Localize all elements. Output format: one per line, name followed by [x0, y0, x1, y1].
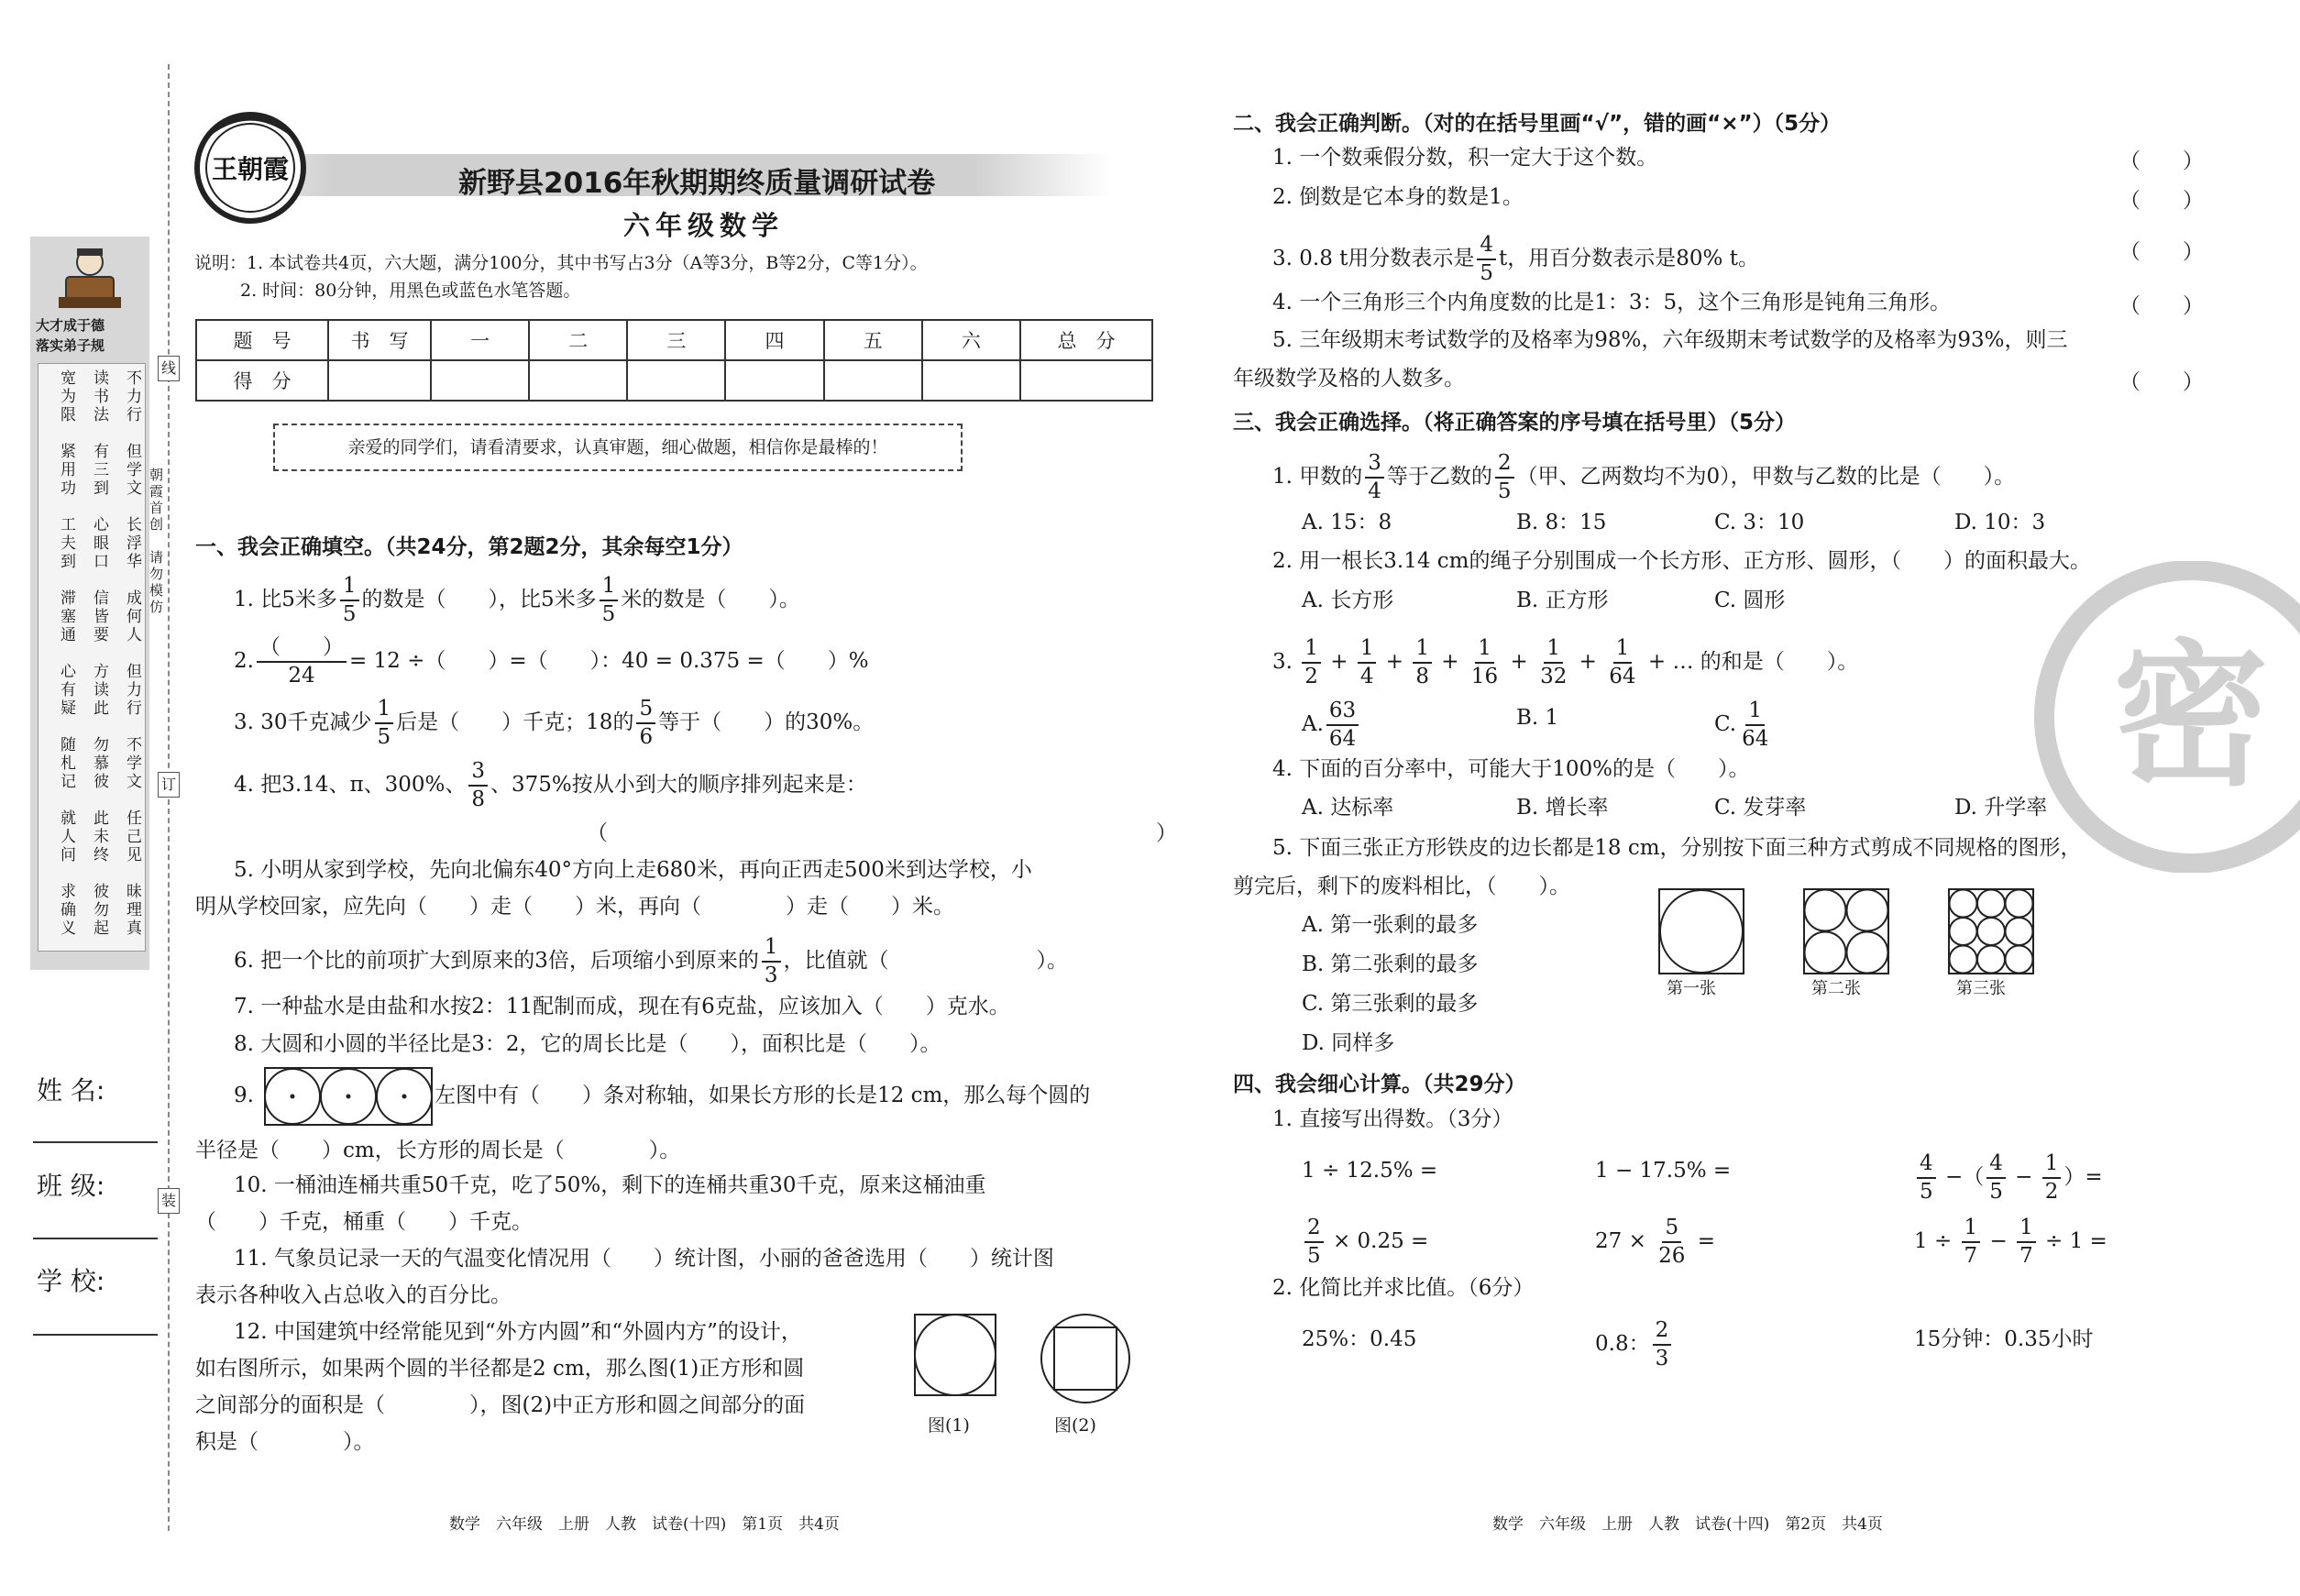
motto-column: 有三到 — [90, 443, 108, 498]
exam-subtitle: 六年级数学 — [623, 210, 785, 241]
score-table-header: 二 — [529, 320, 627, 360]
motto-column: 就人问 — [57, 809, 75, 864]
note-1: 说明：1. 本试卷共4页，六大题，满分100分，其中书写占3分（A等3分，B等2分，C等1分）。 — [194, 253, 928, 273]
calc-subquestion-2: 2. 化简比并求比值。（6分） — [1272, 1276, 1535, 1300]
choice-option[interactable] — [1302, 700, 1361, 750]
section2-title: 二、我会正确判断。（对的在括号里画“√”，错的画“×”）（5分） — [1233, 112, 1842, 136]
calc-item: 27 × $\frac{5}{26}$ = — [1595, 1216, 1716, 1268]
choice-1 — [1272, 453, 2015, 502]
ratio-item: 25%：0.45 — [1302, 1327, 1417, 1351]
motto-column: 昧理真 — [123, 883, 141, 938]
encourage-box — [273, 424, 963, 471]
calc-item: 1 ÷ $\frac{1}{7}$ − $\frac{1}{7}$ ÷ 1 = — [1914, 1216, 2107, 1268]
score-table-header: 三 — [627, 320, 725, 360]
fraction: $\frac{1}{7}$ — [2017, 1217, 2036, 1267]
motto-column: 信皆要 — [90, 589, 108, 644]
j3-text: t，用百分数表示是80% t。 — [1499, 247, 1759, 270]
question-4 — [234, 761, 867, 810]
choice-option[interactable]: A. 15：8 — [1302, 511, 1392, 534]
q4-text: 、375%按从小到大的顺序排列起来是： — [490, 773, 867, 797]
fraction-den: 24 — [288, 664, 315, 688]
motto-column: 任己见 — [123, 809, 141, 864]
sheet-one-figure — [1657, 887, 1745, 975]
fraction: $\frac{1}{2}$ — [1302, 638, 1321, 688]
choice-option[interactable]: B. 第二张剩的最多 — [1302, 952, 1479, 976]
seal-mark-1: 线 — [158, 356, 180, 381]
score-table-header: 题 号 — [196, 320, 328, 360]
judge-2: 2. 倒数是它本身的数是1。 — [1272, 185, 1524, 209]
option-label: C. — [1714, 712, 1737, 736]
sheet-label: 第二张 — [1811, 979, 1861, 998]
section3-title: 三、我会正确选择。（将正确答案的序号填在括号里）（5分） — [1233, 411, 1797, 435]
choice-option[interactable]: B. 正方形 — [1516, 589, 1609, 612]
encourage-text: 亲爱的同学们，请看清要求，认真审题，细心做题，相信你是最棒的！ — [347, 437, 888, 457]
note-2: 2. 时间：80分钟，用黑色或蓝色水笔答题。 — [240, 281, 581, 301]
calc-item — [1302, 1217, 1428, 1267]
stamp-note: 朝霞首创 请勿模仿 — [148, 468, 164, 616]
motto-column: 随札记 — [57, 736, 75, 791]
question-10-line2: （ ）千克，桶重（ ）千克。 — [195, 1210, 533, 1234]
fraction — [257, 637, 347, 687]
fraction: $\frac{1}{3}$ — [762, 937, 781, 986]
answer-paren[interactable]: （ ） — [2119, 294, 2204, 318]
question-7: 7. 一种盐水是由盐和水按2：11配制而成，现在有6克盐，应该加入（ ）克水。 — [234, 995, 1010, 1018]
fraction: $\frac{1}{5}$ — [600, 576, 619, 625]
question-9 — [234, 1082, 254, 1109]
judge-3 — [1272, 235, 1759, 284]
judge-4: 4. 一个三角形三个内角度数的比是1：3：5，这个三角形是钝角三角形。 — [1272, 291, 1952, 314]
fraction: $\frac{2}{3}$ — [1653, 1320, 1672, 1370]
choice-option[interactable]: A. 长方形 — [1302, 589, 1394, 612]
q1-text: 的数是（ ），比5米多 — [361, 588, 597, 611]
sheet-two-figure — [1802, 887, 1890, 975]
question-8: 8. 大圆和小圆的半径比是3：2，它的周长比是（ ），面积比是（ ）。 — [234, 1032, 941, 1056]
question-12-line3: 之间部分的面积是（ ），图(2)中正方形和圆之间部分的面 — [195, 1393, 806, 1417]
j3-text: 3. 0.8 t用分数表示是 — [1272, 247, 1475, 270]
motto-column: 滞塞通 — [57, 589, 75, 644]
seal-mark-2: 订 — [158, 772, 180, 798]
calc-item: $\frac{4}{5}$ −（ $\frac{4}{5}$ − $\frac{1}{2}$ ）= — [1914, 1153, 2103, 1203]
question-3 — [234, 699, 874, 748]
fraction: $\frac{4}{5}$ — [1917, 1153, 1936, 1203]
score-cell[interactable] — [431, 360, 529, 401]
question-11-line1: 11. 气象员记录一天的气温变化情况用（ ）统计图，小丽的爸爸选用（ ）统计图 — [234, 1247, 1054, 1271]
choice-5-line2: 剪完后，剩下的废料相比，（ ）。 — [1233, 875, 1570, 898]
answer-paren[interactable]: （ ） — [2119, 149, 2204, 173]
choice-option[interactable]: C. 3：10 — [1714, 511, 1805, 534]
choice-option[interactable]: C. 圆形 — [1714, 589, 1786, 612]
figure-2-label: 图(2) — [1054, 1415, 1096, 1436]
choice-option[interactable]: B. 增长率 — [1516, 796, 1609, 820]
question-12-line4: 积是（ ）。 — [195, 1430, 375, 1454]
motto-column: 读书法 — [90, 369, 108, 424]
choice-option[interactable]: C. 发芽率 — [1714, 796, 1807, 820]
score-table-header: 六 — [922, 320, 1020, 360]
score-cell[interactable] — [529, 360, 627, 401]
circle-with-square-figure — [1040, 1313, 1131, 1404]
answer-paren[interactable]: （ ） — [2119, 370, 2204, 394]
motto-column: 彼勿起 — [90, 883, 108, 938]
motto-2: 落实弟子规 — [36, 337, 105, 354]
q6-text: ，比值就（ ）。 — [783, 949, 1069, 973]
motto-1: 大才成于德 — [36, 317, 105, 334]
fraction: $\frac{1}{64}$ — [1609, 636, 1636, 688]
school-label: 学 校: — [37, 1266, 105, 1296]
choice-option[interactable]: A. 达标率 — [1302, 796, 1394, 820]
question-2 — [234, 637, 869, 687]
motto-column: 成何人 — [123, 589, 141, 644]
motto-column: 长浮华 — [123, 516, 141, 571]
choice-option[interactable]: D. 10：3 — [1954, 511, 2046, 534]
question-12-line2: 如右图所示，如果两个圆的半径都是2 cm，那么图(1)正方形和圆 — [195, 1357, 805, 1381]
seal-mark-3: 装 — [158, 1188, 180, 1214]
question-11-line2: 表示各种收入占总收入的百分比。 — [195, 1283, 512, 1307]
sidebar-panel — [30, 237, 149, 970]
calc-item: 1 − 17.5% = — [1595, 1159, 1732, 1183]
calc-text: × 0.25 = — [1332, 1229, 1429, 1253]
q9-text: 9. — [234, 1084, 254, 1107]
figure-1-label: 图(1) — [928, 1415, 970, 1436]
c1-text: 等于乙数的 — [1386, 465, 1492, 489]
question-9-line2: 半径是（ ）cm，长方形的周长是（ ）。 — [195, 1139, 681, 1162]
question-9-text: 左图中有（ ）条对称轴，如果长方形的长是12 cm，那么每个圆的 — [435, 1084, 1091, 1107]
choice-option[interactable]: C. 第三张剩的最多 — [1302, 992, 1479, 1016]
c3-text: 3. — [1272, 650, 1293, 674]
score-table — [195, 319, 1153, 402]
confidential-seal-text: 密 — [2112, 626, 2270, 808]
choice-5-line1: 5. 下面三张正方形铁皮的边长都是18 cm，分别按下面三种方式剪成不同规格的图形， — [1272, 836, 2082, 860]
q2-text: = 12 ÷（ ）=（ ）：40 = 0.375 =（ ）% — [348, 649, 869, 673]
choice-option[interactable] — [1714, 700, 1774, 750]
motto-column: 不力行 — [123, 369, 141, 424]
fraction: $\frac{5}{26}$ — [1658, 1216, 1686, 1268]
choice-option[interactable]: B. 8：15 — [1516, 511, 1607, 534]
calc-subquestion-1: 1. 直接写出得数。（3分） — [1272, 1107, 1513, 1131]
section4-title: 四、我会细心计算。（共29分） — [1233, 1073, 1526, 1096]
score-table-header: 书 写 — [328, 320, 431, 360]
score-cell[interactable] — [1020, 360, 1152, 401]
question-10-line1: 10. 一桶油连桶共重50千克，吃了50%，剩下的连桶共重30千克，原来这桶油重 — [234, 1173, 986, 1197]
scholar-icon — [53, 246, 127, 312]
fraction: $\frac{1}{2}$ — [2042, 1153, 2062, 1203]
motto-column: 心有疑 — [57, 663, 75, 718]
confidential-seal-icon — [2026, 561, 2300, 873]
brand-logo-text: 王朝霞 — [211, 154, 290, 184]
school-field-line[interactable] — [33, 1334, 158, 1336]
answer-paren[interactable]: （ ） — [2119, 189, 2204, 213]
q1-text: 米的数是（ ）。 — [621, 588, 800, 611]
c1-text: （甲、乙两数均不为0），甲数与乙数的比是（ ）。 — [1516, 465, 2016, 489]
fraction: $\frac{2}{5}$ — [1304, 1217, 1324, 1267]
fraction: $\frac{1}{64}$ — [1742, 699, 1769, 751]
fraction: $\frac{1}{5}$ — [375, 699, 394, 748]
motto-column: 不学文 — [123, 736, 141, 791]
q6-text: 6. 把一个比的前项扩大到原来的3倍，后项缩小到原来的 — [234, 949, 759, 973]
fraction: $\frac{1}{16}$ — [1470, 636, 1499, 688]
fraction: $\frac{1}{5}$ — [340, 576, 359, 625]
question-12-line1: 12. 中国建筑中经常能见到“外方内圆”和“外圆内方”的设计， — [234, 1320, 802, 1344]
choice-option[interactable]: A. 第一张剩的最多 — [1302, 913, 1479, 937]
binding-line — [168, 64, 170, 1531]
fraction: $\frac{63}{64}$ — [1326, 700, 1359, 750]
fraction: $\frac{3}{4}$ — [1365, 453, 1384, 502]
question-5-line1: 5. 小明从家到学校，先向北偏东40°方向上走680米，再向正西走500米到达学校，小 — [234, 858, 1032, 882]
motto-column: 心眼口 — [90, 516, 108, 571]
choice-4: 4. 下面的百分率中，可能大于100%的是（ ）。 — [1272, 757, 1750, 781]
fraction: $\frac{3}{8}$ — [468, 761, 488, 810]
score-table-header-row — [196, 320, 1152, 360]
name-field-line[interactable] — [33, 1141, 158, 1143]
choice-option[interactable]: D. 升学率 — [1954, 796, 2048, 820]
page2-footer: 数学 六年级 上册 人教 试卷(十四) 第2页 共4页 — [1492, 1515, 1883, 1534]
option-label: A. — [1302, 712, 1324, 736]
score-cell[interactable] — [824, 360, 922, 401]
motto-column: 工夫到 — [57, 516, 75, 571]
score-row-label: 得 分 — [196, 360, 328, 401]
sheet-label: 第一张 — [1667, 979, 1716, 998]
score-table-header: 一 — [431, 320, 529, 360]
fraction-num: （ ） — [257, 637, 347, 663]
q4-answer-blank[interactable]: （ ） — [587, 821, 1177, 845]
q3-text: 等于（ ）的30%。 — [658, 710, 875, 734]
brand-logo-icon — [191, 108, 310, 227]
section1-title: 一、我会正确填空。（共24分，第2题2分，其余每空1分） — [195, 535, 743, 559]
square-with-circle-figure — [913, 1313, 997, 1397]
question-6 — [234, 937, 1068, 986]
choice-2: 2. 用一根长3.14 cm的绳子分别围成一个长方形、正方形、圆形，（ ）的面积最大。 — [1272, 549, 2091, 573]
ratio-item — [1595, 1320, 1674, 1370]
choice-option[interactable]: B. 1 — [1516, 706, 1559, 730]
motto-column: 方读此 — [90, 663, 108, 718]
q4-text: 4. 把3.14、π、300%、 — [234, 773, 467, 797]
fraction: $\frac{1}{7}$ — [1962, 1217, 1981, 1267]
q2-text: 2. — [234, 649, 254, 673]
question-5-line2: 明从学校回家，应先向（ ）走（ ）米，再向（ ）走（ ）米。 — [195, 895, 954, 919]
class-label: 班 级: — [37, 1171, 105, 1201]
fraction: $\frac{4}{5}$ — [1986, 1153, 2006, 1203]
choice-option[interactable]: D. 同样多 — [1302, 1031, 1395, 1055]
score-cell[interactable] — [922, 360, 1020, 401]
motto-column: 勿慕彼 — [90, 736, 108, 791]
class-field-line[interactable] — [33, 1238, 158, 1239]
exam-title: 新野县2016年秋期期终质量调研试卷 — [458, 167, 936, 200]
motto-column: 紧用功 — [57, 443, 75, 498]
ratio-item: 15分钟：0.35小时 — [1914, 1327, 2094, 1351]
ratio-text: 0.8： — [1595, 1332, 1650, 1356]
fraction: $\frac{1}{8}$ — [1413, 638, 1432, 688]
score-table-row — [196, 360, 1152, 401]
score-cell[interactable] — [725, 360, 823, 401]
fraction: $\frac{1}{4}$ — [1358, 638, 1377, 688]
score-cell[interactable] — [328, 360, 431, 401]
fraction: $\frac{1}{32}$ — [1540, 636, 1568, 688]
judge-5-line1: 5. 三年级期末考试数学的及格率为98%，六年级期末考试数学的及格率为93%，则三 — [1272, 328, 2068, 352]
score-cell[interactable] — [627, 360, 725, 401]
motto-column: 宽为限 — [57, 369, 75, 424]
fraction: $\frac{5}{6}$ — [636, 699, 655, 748]
motto-columns — [38, 363, 146, 952]
question-1 — [234, 576, 800, 625]
q1-text: 1. 比5米多 — [234, 588, 337, 611]
judge-1: 1. 一个数乘假分数，积一定大于这个数。 — [1272, 146, 1658, 170]
motto-column: 但学文 — [123, 443, 141, 498]
score-table-header: 五 — [824, 320, 922, 360]
sheet-three-figure — [1947, 887, 2035, 975]
three-circles-figure — [264, 1067, 433, 1126]
c1-text: 1. 甲数的 — [1272, 465, 1363, 489]
calc-item: 1 ÷ 12.5% = — [1302, 1159, 1438, 1183]
motto-column: 此未终 — [90, 809, 108, 864]
answer-paren[interactable]: （ ） — [2119, 240, 2204, 264]
choice-3: 3. $\frac{1}{2}$ + $\frac{1}{4}$ + $\frac{1}{8}$ + $\frac{1}{16}$ + $\frac{1}{32}$ + $\frac{1}{64}$ + … 的和是（ ）。 — [1272, 636, 1859, 688]
q3-text: 后是（ ）千克；18的 — [396, 710, 634, 734]
q3-text: 3. 30千克减少 — [234, 710, 372, 734]
fraction: $\frac{4}{5}$ — [1477, 235, 1496, 284]
judge-5-line2: 年级数学及格的人数多。 — [1233, 367, 1465, 391]
calc-text: 27 × — [1595, 1229, 1646, 1253]
sheet-label: 第三张 — [1956, 979, 2006, 998]
name-label: 姓 名: — [37, 1075, 105, 1106]
c3-text: + … 的和是（ ）。 — [1647, 650, 1859, 674]
fraction: $\frac{2}{5}$ — [1495, 453, 1514, 502]
score-table-header: 四 — [725, 320, 823, 360]
motto-column: 求确义 — [57, 883, 75, 938]
score-table-header: 总 分 — [1020, 320, 1152, 360]
page1-footer: 数学 六年级 上册 人教 试卷(十四) 第1页 共4页 — [449, 1515, 840, 1534]
motto-column: 但力行 — [123, 663, 141, 718]
